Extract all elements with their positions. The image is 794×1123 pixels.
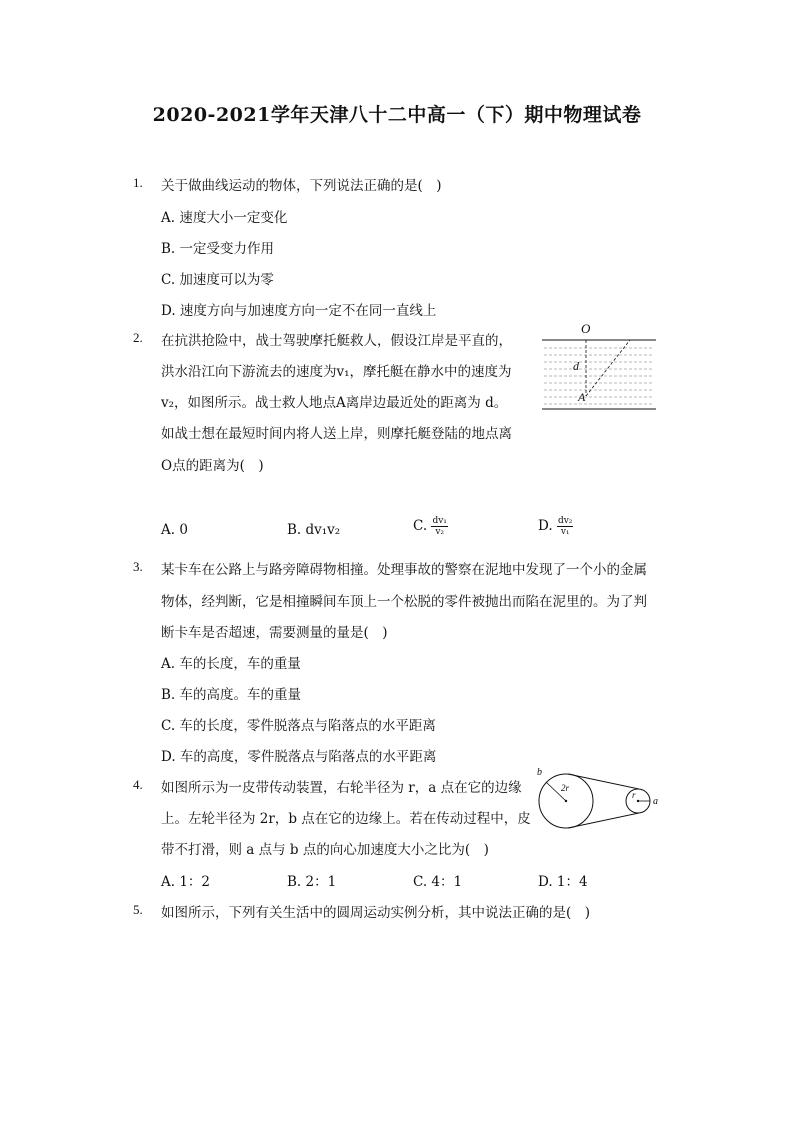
question-number: 4. bbox=[133, 777, 143, 792]
option-a: A. 1：2 bbox=[161, 874, 211, 890]
question-line: 某卡车在公路上与路旁障碍物相撞。处理事故的警察在泥地中发现了一个小的金属 bbox=[161, 562, 647, 578]
fraction bbox=[431, 516, 447, 537]
numerator: dv₂ bbox=[557, 516, 573, 526]
question-line: O点的距离为( ) bbox=[161, 458, 264, 474]
option-d: D. 车的高度，零件脱落点与陷落点的水平距离 bbox=[161, 749, 437, 765]
option-c bbox=[413, 516, 448, 537]
option-c-prefix: C. bbox=[413, 518, 428, 534]
question-number: 5. bbox=[133, 902, 143, 917]
question-line: 如战士想在最短时间内将人送上岸，则摩托艇登陆的地点离 bbox=[161, 426, 512, 442]
question-number: 2. bbox=[133, 330, 143, 345]
river-figure bbox=[538, 318, 660, 414]
label-o: O bbox=[581, 321, 591, 336]
question-line: 上。左轮半径为 2r，b 点在它的边缘上。若在传动过程中，皮 bbox=[161, 811, 531, 827]
option-a: A. 0 bbox=[161, 522, 188, 538]
question-line: 带不打滑，则 a 点与 b 点的向心加速度大小之比为( ) bbox=[161, 842, 489, 858]
label-r: r bbox=[632, 790, 636, 800]
label-2r: 2r bbox=[561, 783, 570, 793]
label-b: b bbox=[537, 767, 542, 778]
question-line: 如图所示为一皮带传动装置，右轮半径为 r，a 点在它的边缘 bbox=[161, 780, 522, 796]
question-number: 1. bbox=[133, 175, 143, 190]
option-a: A. 速度大小一定变化 bbox=[161, 210, 288, 226]
question-line: 在抗洪抢险中，战士驾驶摩托艇救人，假设江岸是平直的， bbox=[161, 333, 512, 349]
numerator: dv₁ bbox=[432, 516, 447, 526]
question-line: v₂，如图所示。战士救人地点A离岸边最近处的距离为 d。 bbox=[161, 395, 508, 411]
question-stem: 关于做曲线运动的物体，下列说法正确的是( ) bbox=[161, 178, 442, 194]
option-b: B. 一定受变力作用 bbox=[161, 241, 275, 257]
option-b: B. 车的高度。车的重量 bbox=[161, 687, 302, 703]
label-a: A bbox=[578, 390, 586, 404]
option-c: C. 加速度可以为零 bbox=[161, 272, 274, 288]
question-line: 洪水沿江向下游流去的速度为v₁，摩托艇在静水中的速度为 bbox=[161, 364, 512, 380]
option-c: C. 车的长度，零件脱落点与陷落点的水平距离 bbox=[161, 718, 436, 734]
question-line: 断卡车是否超速，需要测量的量是( ) bbox=[161, 625, 388, 641]
option-a: A. 车的长度，车的重量 bbox=[161, 656, 301, 672]
option-d: D. 1：4 bbox=[538, 874, 588, 890]
option-d bbox=[538, 516, 573, 537]
page-title: 2020-2021学年天津八十二中高一（下）期中物理试卷 bbox=[152, 104, 642, 126]
option-b: B. 2：1 bbox=[287, 874, 337, 890]
question-number: 3. bbox=[133, 559, 143, 574]
option-b: B. dv₁v₂ bbox=[287, 522, 341, 538]
label-a: a bbox=[653, 796, 658, 807]
belt-pulley-figure bbox=[532, 764, 664, 834]
fraction bbox=[557, 516, 573, 537]
question-stem: 如图所示，下列有关生活中的圆周运动实例分析，其中说法正确的是( ) bbox=[161, 905, 591, 921]
option-d-prefix: D. bbox=[538, 518, 553, 534]
option-d: D. 速度方向与加速度方向一定不在同一直线上 bbox=[161, 303, 437, 319]
question-line: 物体，经判断，它是相撞瞬间车顶上一个松脱的零件被抛出而陷在泥里的。为了判 bbox=[161, 594, 647, 610]
option-c: C. 4：1 bbox=[413, 874, 463, 890]
denominator: v₂ bbox=[435, 527, 445, 537]
label-d: d bbox=[573, 359, 579, 373]
denominator: v₁ bbox=[560, 527, 570, 537]
